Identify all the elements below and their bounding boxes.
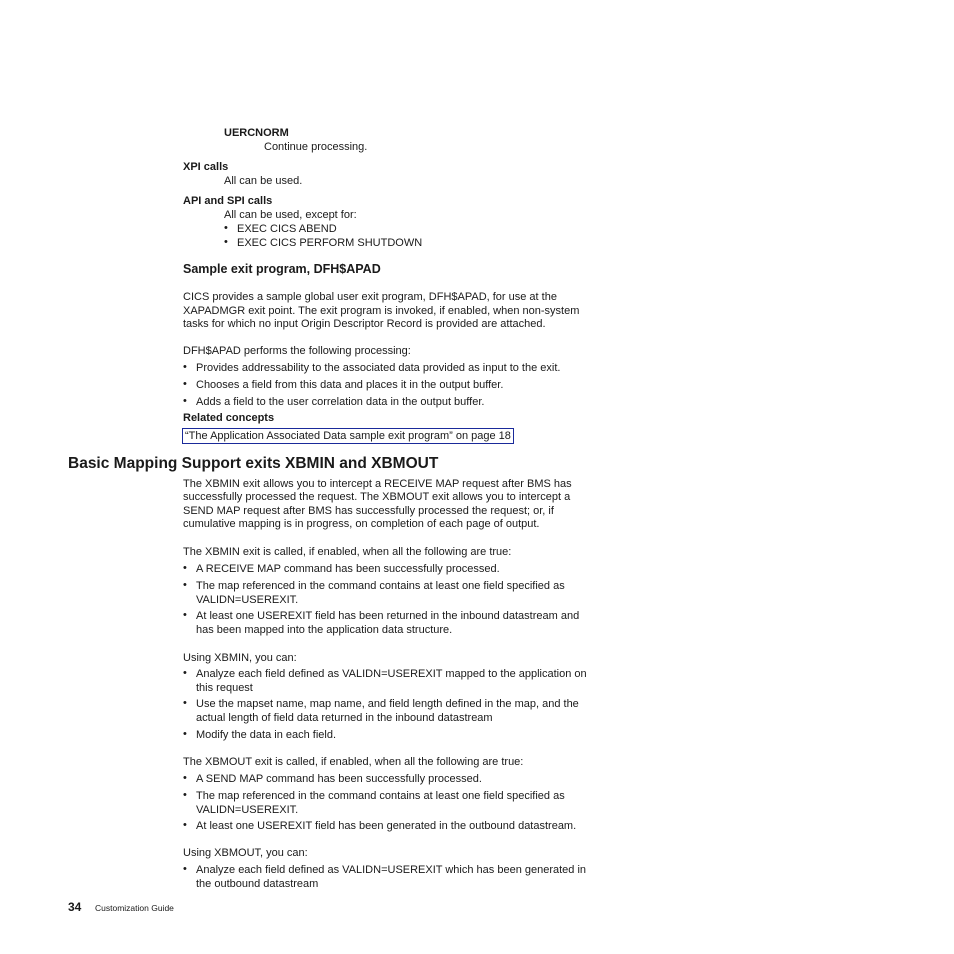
bms-heading: Basic Mapping Support exits XBMIN and XBMOUT [68, 455, 439, 472]
bullet-icon: • [183, 361, 187, 373]
sample-para2: DFH$APAD performs the following processing: [183, 345, 411, 357]
bms-intro-line: cumulative mapping is in progress, on completion of each page of output. [183, 518, 540, 530]
bms-intro-line: The XBMIN exit allows you to intercept a RECEIVE MAP request after BMS has [183, 478, 572, 490]
related-concepts-label: Related concepts [183, 412, 275, 424]
bullet-icon: • [183, 697, 187, 709]
uercnorm-desc: Continue processing. [264, 141, 368, 153]
bms-intro-line: SEND MAP request after BMS has successfully processed the request; or, if [183, 505, 554, 517]
related-concept-link[interactable]: “The Application Associated Data sample exit program” on page 18 [182, 428, 514, 444]
uercnorm-term: UERCNORM [224, 127, 289, 139]
xbmout-using: Using XBMOUT, you can: [183, 847, 308, 859]
bullet-icon: • [183, 667, 187, 679]
bullet-icon: • [183, 562, 187, 574]
api-desc: All can be used, except for: [224, 209, 357, 221]
api-term: API and SPI calls [183, 195, 273, 207]
xpi-desc: All can be used. [224, 175, 303, 187]
bullet-icon: • [224, 222, 228, 234]
bullet-icon: • [183, 395, 187, 407]
xbmin-called: The XBMIN exit is called, if enabled, when all the following are true: [183, 546, 512, 558]
sample-para-line: tasks for which no input Origin Descriptor Record is provided are attached. [183, 318, 546, 330]
footer-title: Customization Guide [95, 903, 174, 913]
sample-para-line: CICS provides a sample global user exit program, DFH$APAD, for use at the [183, 291, 557, 303]
bullet-icon: • [183, 863, 187, 875]
xbmout-called: The XBMOUT exit is called, if enabled, when all the following are true: [183, 756, 524, 768]
bullet-icon: • [183, 728, 187, 740]
bullet-icon: • [183, 819, 187, 831]
bullet-icon: • [183, 609, 187, 621]
bullet-icon: • [183, 789, 187, 801]
bullet-icon: • [183, 579, 187, 591]
bullet-icon: • [183, 772, 187, 784]
sample-para-line: XAPADMGR exit point. The exit program is invoked, if enabled, when non-system [183, 305, 580, 317]
xpi-term: XPI calls [183, 161, 229, 173]
xbmin-using: Using XBMIN, you can: [183, 652, 297, 664]
sample-heading: Sample exit program, DFH$APAD [183, 262, 381, 276]
bullet-icon: • [224, 236, 228, 248]
page-number: 34 [68, 900, 82, 914]
bms-intro-line: successfully processed the request. The XBMOUT exit allows you to intercept a [183, 491, 571, 503]
bullet-icon: • [183, 378, 187, 390]
